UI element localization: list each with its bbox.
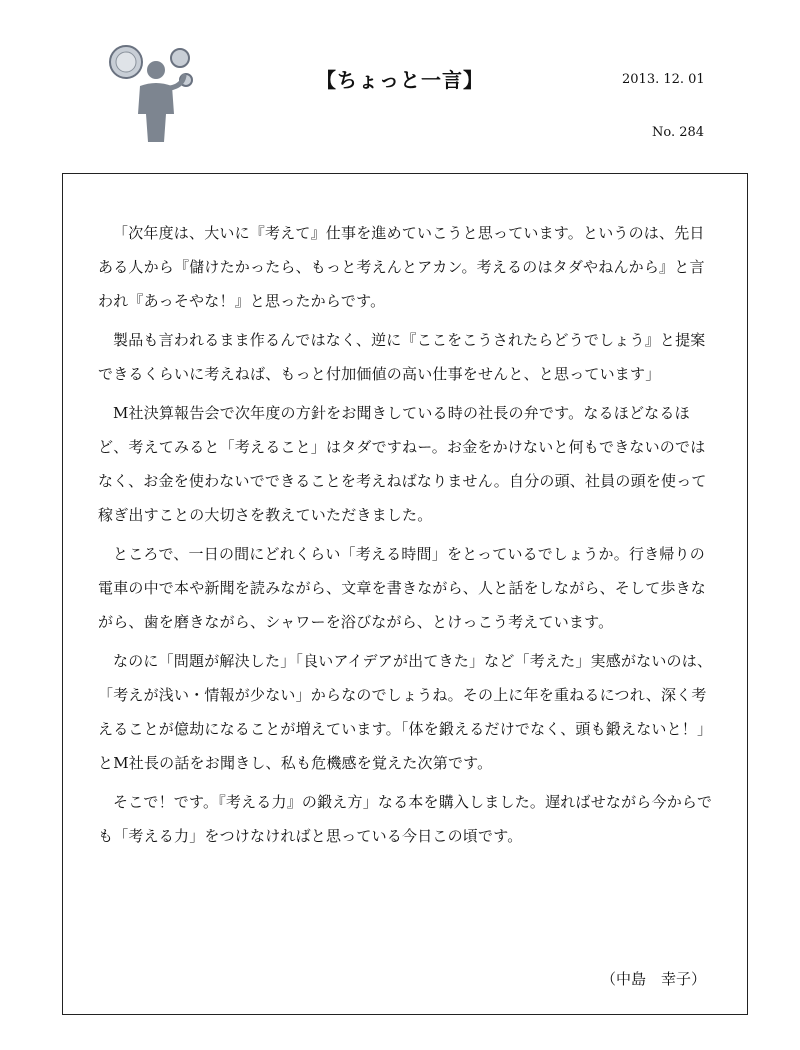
issue-date: 2013. 12. 01 — [622, 72, 705, 87]
issue-number: No. 284 — [652, 125, 705, 140]
paragraph: なのに「問題が解決した」「良いアイデアが出てきた」など「考えた」実感がないのは、「考えが浅い・情報が少ない」からなのでしょうね。その上に年を重ねるにつれ、深く考えることが億劫になることが増えています。「体を鍛えるだけでなく、頭も鍛えないと！」とM社長の話をお聞きし、私も危機感を覚えた次第です。 — [98, 652, 713, 772]
page-title: 【ちょっと一言】 — [316, 68, 484, 92]
paragraph: ところで、一日の間にどれくらい「考える時間」をとっているでしょうか。行き帰りの電車の中で本や新聞を読みながら、文章を書きながら、人と話をしながら、そして歩きながら、歯を磨きながら、シャワーを浴びながら、とけっこう考えています。 — [98, 545, 707, 631]
paragraph: M社決算報告会で次年度の方針をお聞きしている時の社長の弁です。なるほどなるほど、考えてみると「考えること」はタダですねー。お金をかけないと何もできないのではなく、お金を使わないでできることを考えねばなりません。自分の頭、社員の頭を使って稼ぎ出すことの大切さを教えていただきました。 — [98, 404, 707, 524]
paragraph: そこで！です。『考える力』の鍛え方」なる本を購入しました。遅ればせながら今からでも「考える力」をつけなければと思っている今日この頃です。 — [98, 793, 713, 845]
paragraph: 「次年度は、大いに『考えて』仕事を進めていこうと思っています。というのは、先日ある人から『儲けたかったら、もっと考えんとアカン。考えるのはタダやねんから』と言われ『あっそやな！』と思ったからです。 — [98, 224, 705, 310]
article-body — [98, 216, 716, 858]
paragraph: 製品も言われるまま作るんではなく、逆に『ここをこうされたらどうでしょう』と提案できるくらいに考えねば、もっと付加価値の高い仕事をせんと、と思っています」 — [98, 331, 706, 383]
author-signature: （中島 幸子） — [600, 970, 706, 988]
